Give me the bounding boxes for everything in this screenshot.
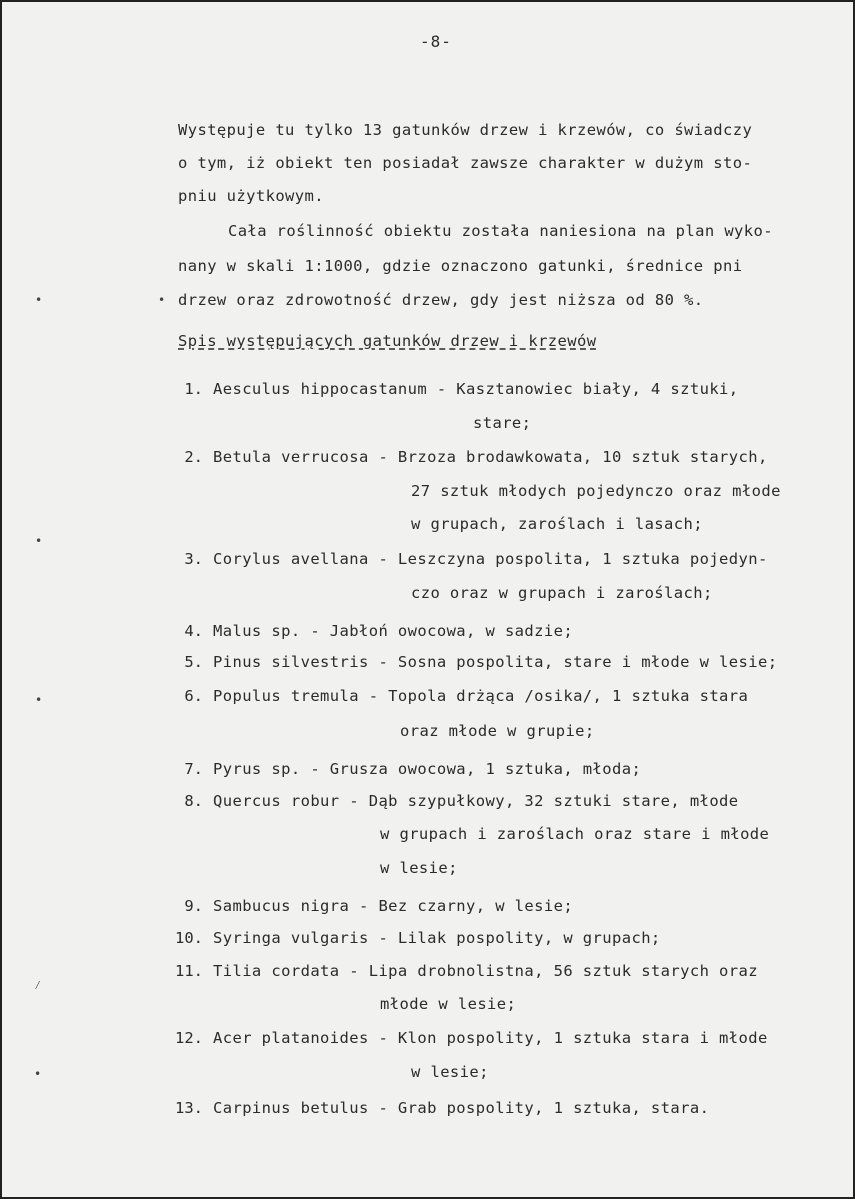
species-number: 12. [175, 1029, 203, 1047]
margin-speck: • [35, 534, 43, 548]
species-line: oraz młode w grupie; [400, 722, 595, 740]
species-list-heading: Spis występujących gatunków drzew i krzewów [178, 332, 597, 350]
species-line: młode w lesie; [380, 995, 517, 1013]
species-line: Tilia cordata - Lipa drobnolistna, 56 sztuk starych oraz [213, 962, 758, 980]
species-line: Pyrus sp. - Grusza owocowa, 1 sztuka, młoda; [213, 760, 642, 778]
species-number: 1. [184, 380, 203, 398]
species-line: Acer platanoides - Klon pospolity, 1 sztuka stara i młode [213, 1029, 768, 1047]
page-number: -8- [420, 32, 452, 51]
intro-line-3: pniu użytkowym. [178, 187, 324, 205]
species-line: czo oraz w grupach i zaroślach; [411, 584, 713, 602]
intro-line-2: o tym, iż obiekt ten posiadał zawsze charakter w dużym sto- [178, 154, 753, 172]
species-line: Carpinus betulus - Grab pospolity, 1 sztuka, stara. [213, 1099, 710, 1117]
species-number: 11. [175, 962, 203, 980]
species-line: w grupach, zaroślach i lasach; [411, 515, 703, 533]
species-number: 4. [184, 622, 203, 640]
plan-note-line-2: nany w skali 1:1000, gdzie oznaczono gatunki, średnice pni [178, 257, 743, 275]
margin-speck: • [34, 1067, 42, 1081]
species-number: 9. [184, 897, 203, 915]
intro-line-1: Występuje tu tylko 13 gatunków drzew i krzewów, co świadczy [178, 121, 753, 139]
species-line: Populus tremula - Topola drżąca /osika/, 1 sztuka stara [213, 687, 749, 705]
species-line: Sambucus nigra - Bez czarny, w lesie; [213, 897, 574, 915]
species-number: 8. [184, 792, 203, 810]
species-number: 5. [184, 653, 203, 671]
species-line: Quercus robur - Dąb szypułkowy, 32 sztuki stare, młode [213, 792, 739, 810]
species-line: w grupach i zaroślach oraz stare i młode [380, 825, 770, 843]
species-line: w lesie; [380, 859, 458, 877]
species-line: Malus sp. - Jabłoń owocowa, w sadzie; [213, 622, 574, 640]
plan-note-line-3: drzew oraz zdrowotność drzew, gdy jest niższa od 80 %. [178, 291, 704, 309]
species-line: w lesie; [411, 1063, 489, 1081]
species-number: 7. [184, 760, 203, 778]
margin-speck: • [158, 293, 166, 307]
species-line: stare; [473, 414, 532, 432]
species-line: 27 sztuk młodych pojedynczo oraz młode [411, 482, 781, 500]
margin-dash: ⁄ [34, 978, 42, 992]
species-number: 3. [184, 550, 203, 568]
species-line: Aesculus hippocastanum - Kasztanowiec biały, 4 sztuki, [213, 380, 739, 398]
species-number: 2. [184, 448, 203, 466]
species-line: Syringa vulgaris - Lilak pospolity, w grupach; [213, 929, 661, 947]
species-number: 6. [184, 687, 203, 705]
species-line: Corylus avellana - Leszczyna pospolita, 1 sztuka pojedyn- [213, 550, 768, 568]
species-number: 10. [175, 929, 203, 947]
plan-note-line-1: Cała roślinność obiektu została naniesiona na plan wyko- [228, 222, 773, 240]
species-number: 13. [175, 1099, 203, 1117]
margin-speck: • [35, 693, 43, 707]
species-line: Pinus silvestris - Sosna pospolita, stare i młode w lesie; [213, 653, 778, 671]
species-line: Betula verrucosa - Brzoza brodawkowata, 10 sztuk starych, [213, 448, 768, 466]
margin-speck: • [35, 293, 43, 307]
